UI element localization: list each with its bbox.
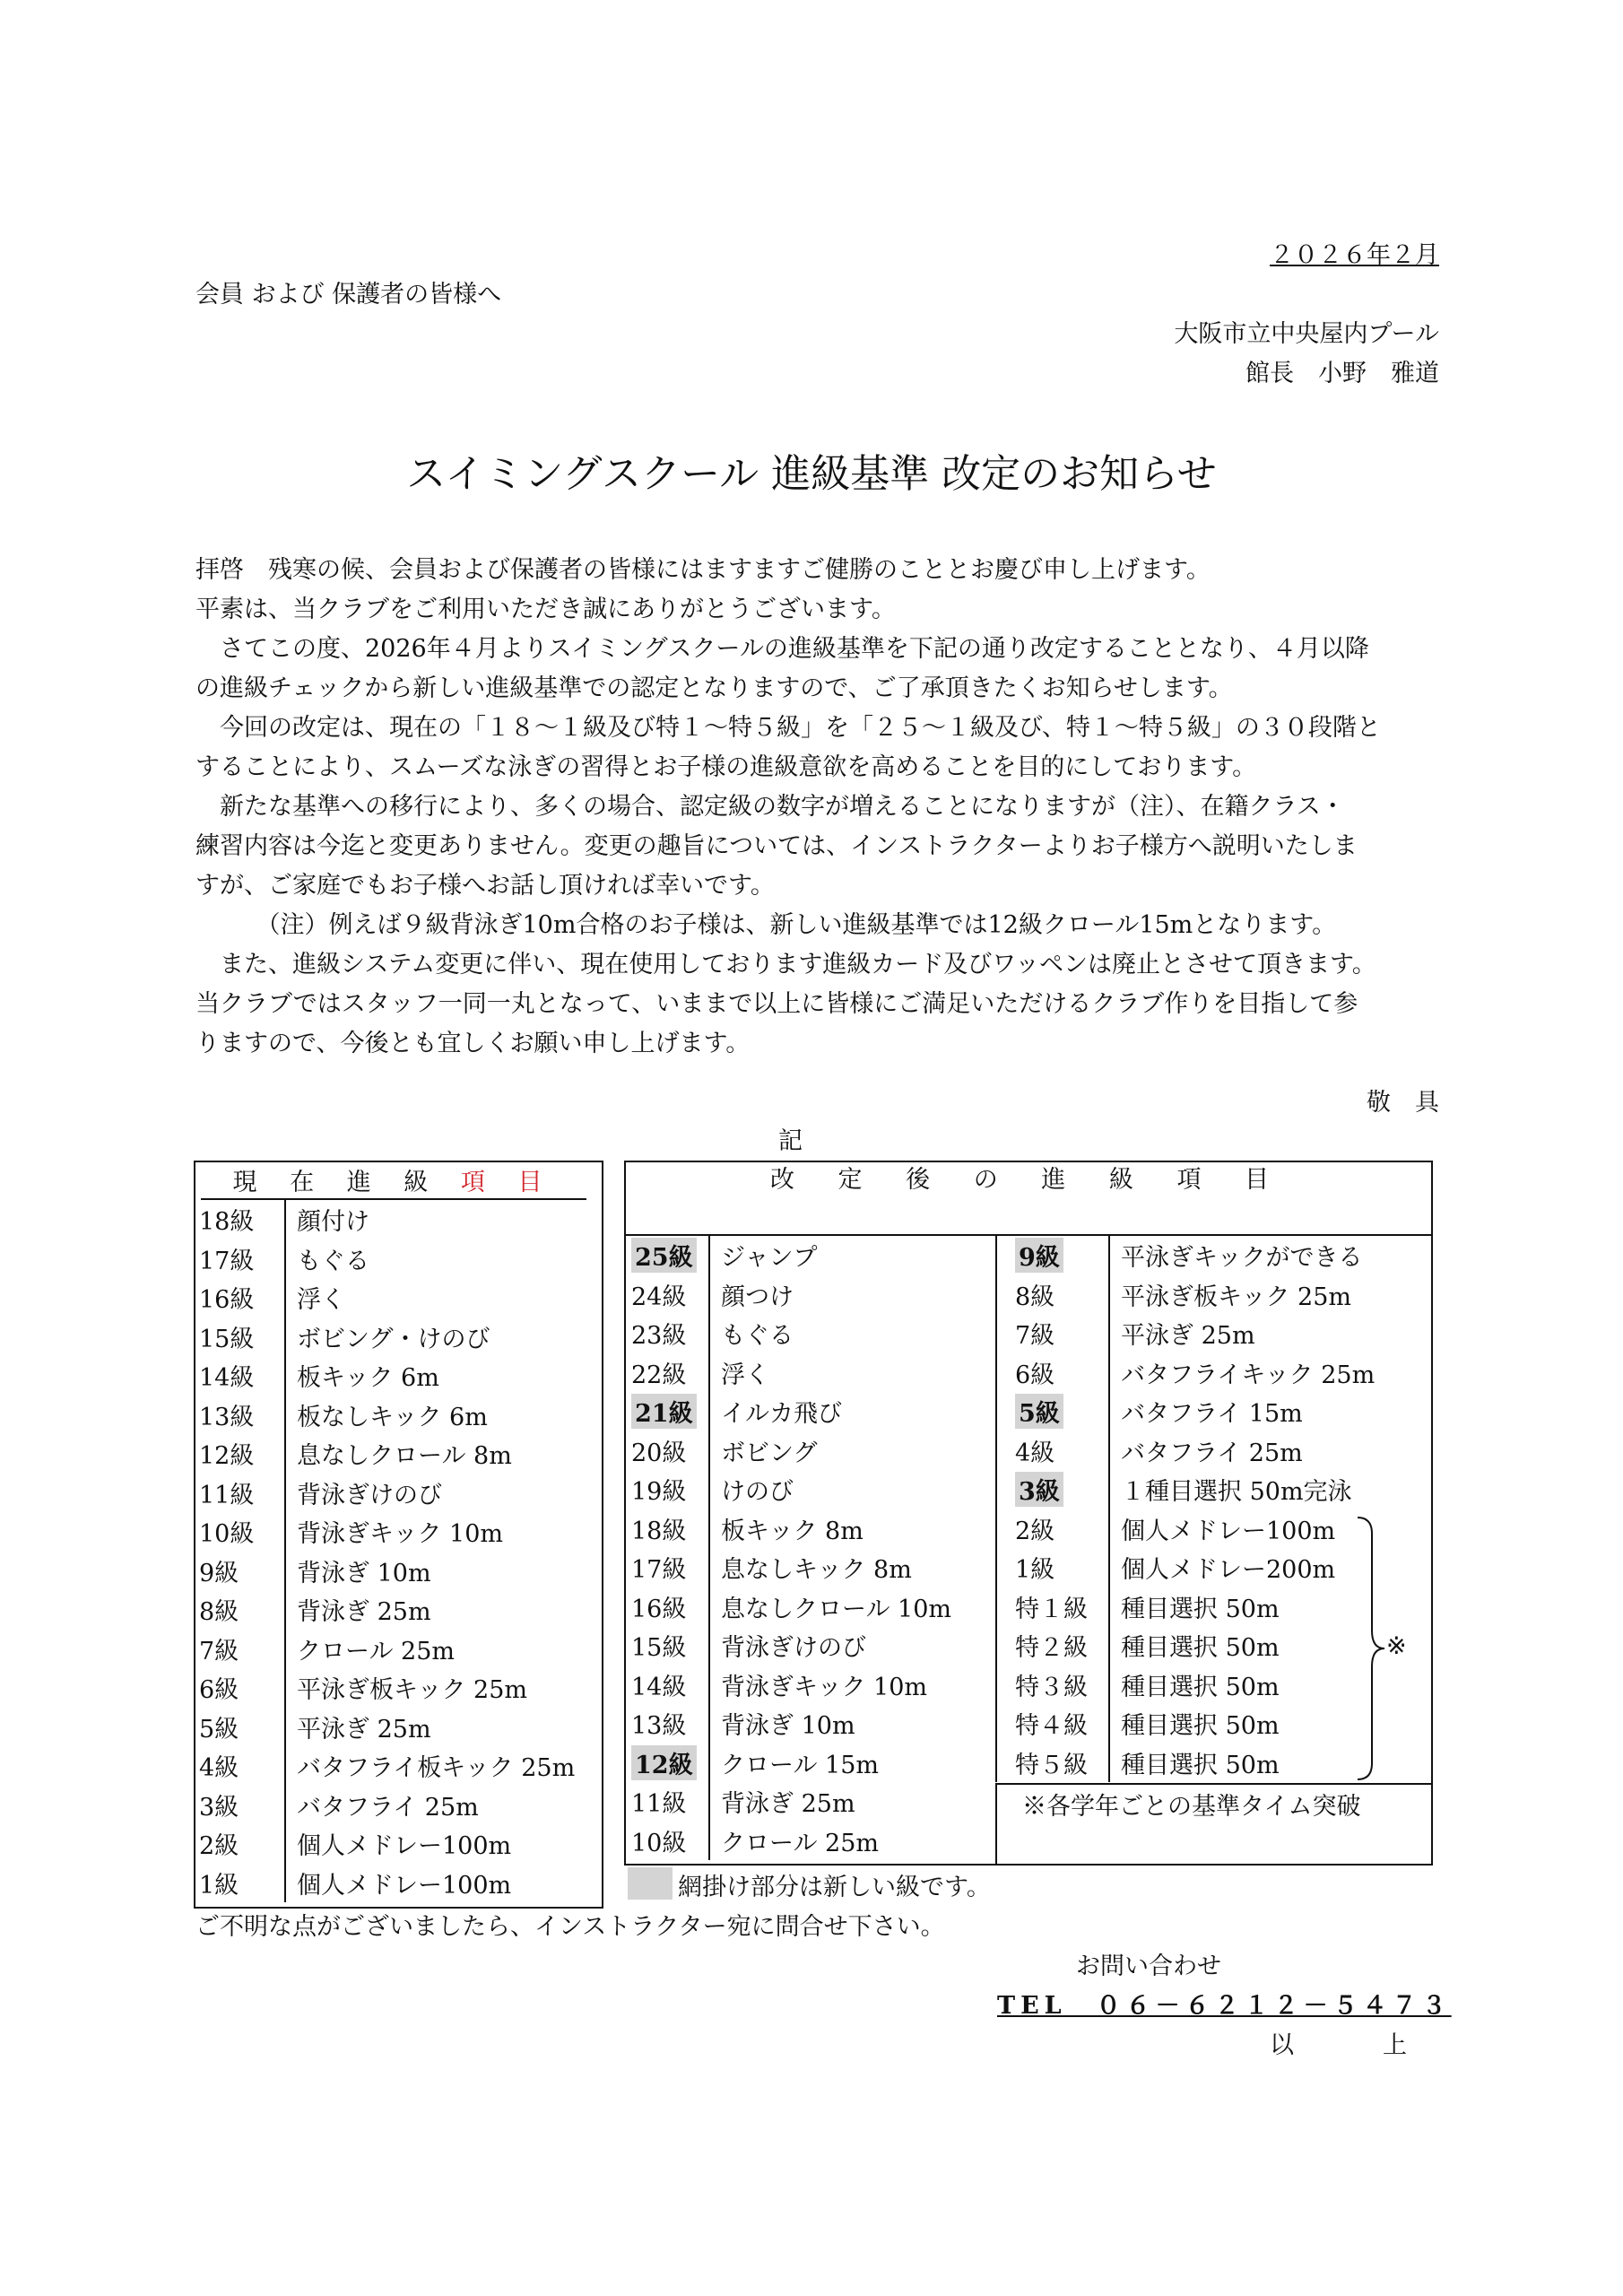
new-table-header: 改 定 後 の 進 級 項 目 (626, 1162, 1431, 1236)
level-cell (195, 1630, 285, 1669)
level-cell (996, 1431, 1109, 1471)
level-label: 1級 (199, 1871, 239, 1900)
level-label: 15級 (199, 1325, 255, 1353)
level-label: 13級 (199, 1403, 255, 1431)
body-line: することにより、スムーズな泳ぎの習得とお子様の進級意欲を高めることを目的にしております。 (195, 753, 1257, 781)
level-cell (195, 1746, 285, 1786)
item-cell: 息なしクロール 10m (709, 1587, 990, 1627)
level-label: 18級 (631, 1517, 687, 1545)
level-cell (195, 1864, 285, 1903)
item-cell: 個人メドレー100m (297, 1832, 512, 1861)
table-row (626, 1744, 990, 1783)
level-label: 7級 (1015, 1322, 1055, 1351)
table-row (195, 1746, 575, 1786)
table-row (195, 1278, 575, 1318)
body-line: 新たな基準への移行により、多くの場合、認定級の数字が増えることになりますが（注）、在籍クラス・ (195, 793, 1345, 821)
level-cell (195, 1200, 285, 1239)
shade-legend-text: 網掛け部分は新しい級です。 (678, 1874, 991, 1901)
level-cell (996, 1587, 1109, 1627)
item-cell: 平泳ぎ 25m (297, 1715, 431, 1744)
item-cell: ジャンプ (709, 1236, 990, 1275)
level-label: 4級 (1015, 1439, 1055, 1467)
body-line: すが、ご家庭でもお子様へお話し頂ければ幸いです。 (195, 872, 775, 900)
table-row (626, 1626, 990, 1665)
item-cell: 個人メドレー200m (1109, 1548, 1426, 1587)
table-row (195, 1824, 575, 1864)
body-line: 拝啓 残寒の候、会員および保護者の皆様にはますますご健勝のこととお慶び申し上げます。 (195, 556, 1211, 584)
level-cell (195, 1668, 285, 1708)
level-label: 16級 (631, 1595, 687, 1623)
level-cell (626, 1704, 709, 1744)
table-row (195, 1434, 575, 1474)
level-cell (195, 1474, 285, 1513)
level-label: 19級 (631, 1478, 687, 1507)
item-cell: 背泳ぎけのび (709, 1626, 990, 1665)
contact-tel: TEL ０６－６２１２－５４７３ (997, 1992, 1452, 2020)
new-table-note-text: ※各学年ごとの基準タイム突破 (1022, 1793, 1361, 1821)
item-cell: 種目選択 50m (1109, 1704, 1426, 1744)
level-cell (996, 1470, 1109, 1509)
item-cell: 平泳ぎ 25m (1109, 1314, 1426, 1353)
item-cell: ボビング (709, 1431, 990, 1471)
level-label: 14級 (631, 1673, 687, 1701)
item-cell: バタフライ 25m (297, 1793, 479, 1822)
table-row (195, 1200, 575, 1239)
item-cell: イルカ飛び (709, 1392, 990, 1431)
recipient-line: 会員 および 保護者の皆様へ (195, 281, 502, 309)
level-cell (626, 1392, 709, 1431)
table-row (996, 1275, 1426, 1315)
table-row (626, 1353, 990, 1393)
level-cell (626, 1626, 709, 1665)
level-label: 特４級 (1015, 1712, 1088, 1741)
table-row (996, 1431, 1426, 1471)
level-label: 2級 (1015, 1517, 1055, 1545)
table-row (195, 1864, 575, 1903)
closing-keigu: 敬 具 (1367, 1089, 1439, 1117)
level-cell (626, 1236, 709, 1275)
level-label: 6級 (1015, 1361, 1055, 1389)
item-cell: 背泳ぎキック 10m (709, 1665, 990, 1705)
item-cell: 平泳ぎ板キック 25m (297, 1676, 528, 1705)
level-label: 21級 (631, 1394, 697, 1429)
level-label: 12級 (199, 1442, 255, 1471)
level-cell (996, 1275, 1109, 1315)
current-table-header (201, 1162, 586, 1200)
item-cell: バタフライ 15m (1109, 1392, 1426, 1431)
item-cell: 板なしキック 6m (297, 1403, 488, 1431)
body-line: さてこの度、2026年４月よりスイミングスクールの進級基準を下記の通り改定することとなり、４月以降 (195, 635, 1369, 663)
level-cell (996, 1665, 1109, 1705)
table-row (626, 1470, 990, 1509)
current-table-header-prefix: 現 在 進 級 (232, 1169, 461, 1196)
item-cell: 浮く (709, 1353, 990, 1393)
table-row (195, 1668, 575, 1708)
item-cell: 個人メドレー100m (297, 1871, 512, 1900)
level-label: 9級 (199, 1559, 239, 1587)
item-cell: 顔つけ (709, 1275, 990, 1315)
level-cell (996, 1314, 1109, 1353)
table-row (195, 1512, 575, 1552)
level-label: 10級 (631, 1829, 687, 1857)
table-row (626, 1236, 990, 1275)
level-label: 23級 (631, 1322, 687, 1351)
document-title: スイミングスクール 進級基準 改定のお知らせ (406, 451, 1217, 497)
item-cell: 背泳ぎキック 10m (297, 1520, 504, 1549)
level-cell (996, 1548, 1109, 1587)
table-row (195, 1786, 575, 1825)
item-cell: 種目選択 50m (1109, 1744, 1426, 1783)
level-cell (195, 1590, 285, 1630)
level-cell (195, 1552, 285, 1591)
item-cell: 背泳ぎ 25m (297, 1598, 431, 1627)
level-cell (195, 1434, 285, 1474)
item-cell: バタフライ板キック 25m (297, 1754, 576, 1783)
item-cell: 息なしクロール 8m (297, 1442, 512, 1471)
table-row (626, 1782, 990, 1822)
item-cell: もぐる (709, 1314, 990, 1353)
level-cell (626, 1782, 709, 1822)
level-cell (195, 1318, 285, 1357)
director-name: 館長 小野 雅道 (1245, 360, 1439, 387)
table-row (195, 1552, 575, 1591)
level-label: 特３級 (1015, 1673, 1088, 1701)
contact-label: お問い合わせ (1076, 1952, 1221, 1980)
new-levels-table (624, 1161, 1433, 1866)
table-row (626, 1665, 990, 1705)
table-row (195, 1590, 575, 1630)
level-label: 6級 (199, 1676, 239, 1705)
level-cell (996, 1704, 1109, 1744)
current-levels-rows (195, 1200, 575, 1902)
table-row (626, 1587, 990, 1627)
organization-name: 大阪市立中央屋内プール (1174, 320, 1439, 348)
shade-legend-swatch (628, 1867, 673, 1900)
bracket-mark: ※ (1386, 1632, 1407, 1660)
item-cell: 種目選択 50m (1109, 1665, 1426, 1705)
level-cell (195, 1356, 285, 1396)
item-cell: 背泳ぎ 10m (709, 1704, 990, 1744)
item-cell: 平泳ぎキックができる (1109, 1236, 1426, 1275)
level-label: 5級 (199, 1715, 239, 1744)
level-label: 特１級 (1015, 1595, 1088, 1623)
item-cell: もぐる (297, 1247, 369, 1275)
right-brace (1352, 1516, 1388, 1781)
table-row (626, 1704, 990, 1744)
item-cell: 顔付け (297, 1208, 369, 1237)
level-label: 17級 (199, 1247, 255, 1275)
body-line: 今回の改定は、現在の「１８～１級及び特１～特５級」を「２５～１級及び、特１～特５級」の３０段階と (195, 714, 1381, 742)
level-label: 3級 (199, 1793, 239, 1822)
level-cell (996, 1236, 1109, 1275)
level-cell (996, 1509, 1109, 1549)
table-row (195, 1474, 575, 1513)
level-cell (996, 1353, 1109, 1393)
level-cell (626, 1509, 709, 1549)
table-row (996, 1236, 1426, 1275)
table-row (996, 1314, 1426, 1353)
item-cell: クロール 25m (709, 1822, 990, 1861)
item-cell: 種目選択 50m (1109, 1626, 1426, 1665)
level-cell (626, 1587, 709, 1627)
body-line: 平素は、当クラブをご利用いただき誠にありがとうございます。 (195, 596, 896, 623)
table-row (996, 1392, 1426, 1431)
level-cell (626, 1275, 709, 1315)
item-cell: 息なしキック 8m (709, 1548, 990, 1587)
item-cell: 浮く (297, 1286, 345, 1315)
level-cell (626, 1744, 709, 1783)
table-row (626, 1392, 990, 1431)
level-label: 9級 (1015, 1238, 1063, 1273)
current-levels-table (194, 1161, 603, 1909)
level-cell (195, 1512, 285, 1552)
item-cell: 板キック 6m (297, 1364, 439, 1393)
item-cell: 種目選択 50m (1109, 1587, 1426, 1627)
item-cell: けのび (709, 1470, 990, 1509)
level-label: 8級 (199, 1598, 239, 1627)
table-row (626, 1431, 990, 1471)
item-cell: 板キック 8m (709, 1509, 990, 1549)
body-line: の進級チェックから新しい進級基準での認定となりますので、ご了承頂きたくお知らせします。 (195, 674, 1233, 702)
level-label: 14級 (199, 1364, 255, 1393)
ki-mark: 記 (778, 1127, 803, 1155)
level-label: 10級 (199, 1520, 255, 1549)
table-row (195, 1239, 575, 1279)
item-cell: バタフライ 25m (1109, 1431, 1426, 1471)
body-line: 練習内容は今迄と変更ありません。変更の趣旨については、インストラクターよりお子様方へ説明いたしま (195, 832, 1358, 860)
item-cell: 背泳ぎ 25m (709, 1782, 990, 1822)
level-cell (195, 1278, 285, 1318)
level-label: 15級 (631, 1634, 687, 1663)
item-cell: 背泳ぎけのび (297, 1481, 442, 1509)
item-cell: クロール 25m (297, 1637, 456, 1665)
table-row (195, 1630, 575, 1669)
level-cell (195, 1786, 285, 1825)
body-line: また、進級システム変更に伴い、現在使用しております進級カード及びワッペンは廃止とさせて頂きます。 (195, 951, 1376, 978)
level-cell (996, 1392, 1109, 1431)
level-label: 特５級 (1015, 1751, 1088, 1779)
level-label: 18級 (199, 1208, 255, 1237)
end-mark: 以 上 (1270, 2031, 1439, 2059)
table-row (195, 1318, 575, 1357)
body-line: りますので、今後とも宜しくお願い申し上げます。 (195, 1030, 751, 1057)
level-label: 4級 (199, 1754, 239, 1783)
table-row (626, 1314, 990, 1353)
table-row (626, 1509, 990, 1549)
level-cell (626, 1665, 709, 1705)
level-cell (626, 1822, 709, 1861)
level-label: 5級 (1015, 1394, 1063, 1429)
level-label: 20級 (631, 1439, 687, 1467)
level-cell (195, 1824, 285, 1864)
level-label: 特２級 (1015, 1634, 1088, 1663)
table-row (626, 1548, 990, 1587)
level-label: 17級 (631, 1556, 687, 1585)
level-label: 11級 (199, 1481, 255, 1509)
level-cell (195, 1708, 285, 1747)
item-cell: バタフライキック 25m (1109, 1353, 1426, 1393)
level-label: 16級 (199, 1286, 255, 1315)
level-cell (626, 1470, 709, 1509)
level-label: 3級 (1015, 1472, 1063, 1507)
body-line: （注）例えば９級背泳ぎ10m合格のお子様は、新しい進級基準では12級クロール15mとなります。 (195, 911, 1337, 939)
table-row (996, 1353, 1426, 1393)
table-row (195, 1708, 575, 1747)
body-line: 当クラブではスタッフ一同一丸となって、いままで以上に皆様にご満足いただけるクラブ作りを目指して参 (195, 990, 1358, 1018)
item-cell: １種目選択 50m完泳 (1109, 1470, 1426, 1509)
level-label: 12級 (631, 1745, 697, 1780)
level-label: 1級 (1015, 1556, 1055, 1585)
level-label: 13級 (631, 1712, 687, 1741)
document-date: ２０２６年２月 (1270, 241, 1439, 269)
table-row (195, 1396, 575, 1435)
level-cell (195, 1396, 285, 1435)
level-cell (996, 1744, 1109, 1783)
table-row (996, 1470, 1426, 1509)
level-label: 22級 (631, 1361, 687, 1389)
new-levels-left-rows (626, 1236, 990, 1860)
item-cell: 背泳ぎ 10m (297, 1559, 431, 1587)
inquiry-text: ご不明な点がございましたら、インストラクター宛に問合せ下さい。 (195, 1913, 945, 1941)
level-cell (626, 1314, 709, 1353)
level-label: 24級 (631, 1283, 687, 1311)
level-cell (626, 1431, 709, 1471)
table-row (626, 1822, 990, 1861)
item-cell: 個人メドレー100m (1109, 1509, 1426, 1549)
level-label: 2級 (199, 1832, 239, 1861)
level-label: 25級 (631, 1238, 697, 1273)
level-cell (626, 1548, 709, 1587)
item-cell: ボビング・けのび (297, 1325, 490, 1353)
current-table-header-red: 項 目 (460, 1169, 555, 1196)
level-label: 11級 (631, 1790, 687, 1819)
level-cell (195, 1239, 285, 1279)
new-table-note (995, 1783, 1433, 1864)
level-label: 8級 (1015, 1283, 1055, 1311)
item-cell: クロール 15m (709, 1744, 990, 1783)
level-label: 7級 (199, 1637, 239, 1665)
level-cell (996, 1626, 1109, 1665)
table-row (195, 1356, 575, 1396)
level-cell (626, 1353, 709, 1393)
table-row (626, 1275, 990, 1315)
item-cell: 平泳ぎ板キック 25m (1109, 1275, 1426, 1315)
